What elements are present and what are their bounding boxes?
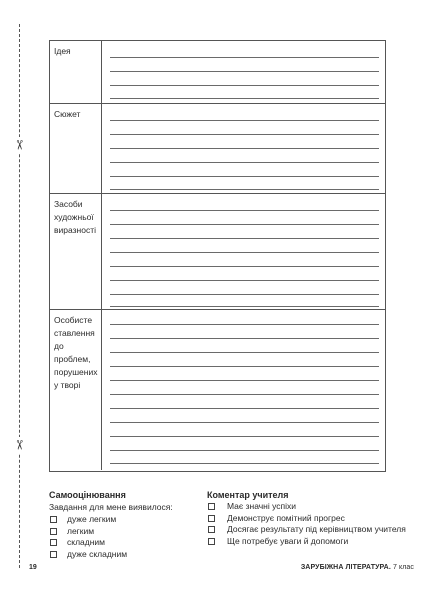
checkbox[interactable] <box>208 538 215 545</box>
self-evaluation <box>49 489 209 560</box>
writing-lines[interactable] <box>110 41 379 103</box>
teacher-option[interactable]: Ще потребує уваги й допомоги <box>207 536 407 548</box>
checkbox[interactable] <box>208 526 215 533</box>
scissors-icon: ✂ <box>11 137 27 153</box>
checkbox[interactable] <box>50 551 57 558</box>
grade-label: 7 клас <box>392 564 414 571</box>
checkbox[interactable] <box>50 516 57 523</box>
self-eval-option[interactable]: дуже складним <box>49 549 209 561</box>
row-label: Засоби художньої виразності <box>50 194 102 309</box>
writing-lines[interactable] <box>110 194 379 309</box>
writing-lines[interactable] <box>110 310 379 470</box>
self-evaluation-subtitle: Завдання для мене виявилося: <box>49 502 173 512</box>
teacher-comment-title: Коментар учителя <box>207 490 289 500</box>
self-eval-option[interactable]: складним <box>49 537 209 549</box>
cut-line <box>19 24 20 568</box>
teacher-comment <box>207 489 407 547</box>
checkbox[interactable] <box>50 539 57 546</box>
row-plot <box>50 103 385 193</box>
scissors-icon: ✂ <box>11 437 27 453</box>
checkbox[interactable] <box>50 528 57 535</box>
self-eval-option[interactable]: дуже легким <box>49 514 209 526</box>
analysis-table <box>49 40 386 472</box>
row-label: Сюжет <box>50 104 102 193</box>
checkbox[interactable] <box>208 503 215 510</box>
row-label: Ідея <box>50 41 102 103</box>
self-evaluation-title: Самооцінювання <box>49 490 126 500</box>
teacher-option[interactable]: Має значні успіхи <box>207 501 407 513</box>
row-idea <box>50 41 385 103</box>
teacher-option[interactable]: Досягає результату під керівництвом учителя <box>207 524 407 536</box>
book-title: ЗАРУБІЖНА ЛІТЕРАТУРА. <box>300 564 391 571</box>
writing-lines[interactable] <box>110 104 379 193</box>
self-eval-option[interactable]: легким <box>49 526 209 538</box>
running-title <box>301 564 414 571</box>
row-means <box>50 193 385 309</box>
row-label: Особисте ставлення до проблем, порушених у творі <box>50 310 102 470</box>
checkbox[interactable] <box>208 515 215 522</box>
row-attitude <box>50 309 385 470</box>
page-number: 19 <box>29 564 37 571</box>
teacher-option[interactable]: Демонструє помітний прогрес <box>207 513 407 525</box>
